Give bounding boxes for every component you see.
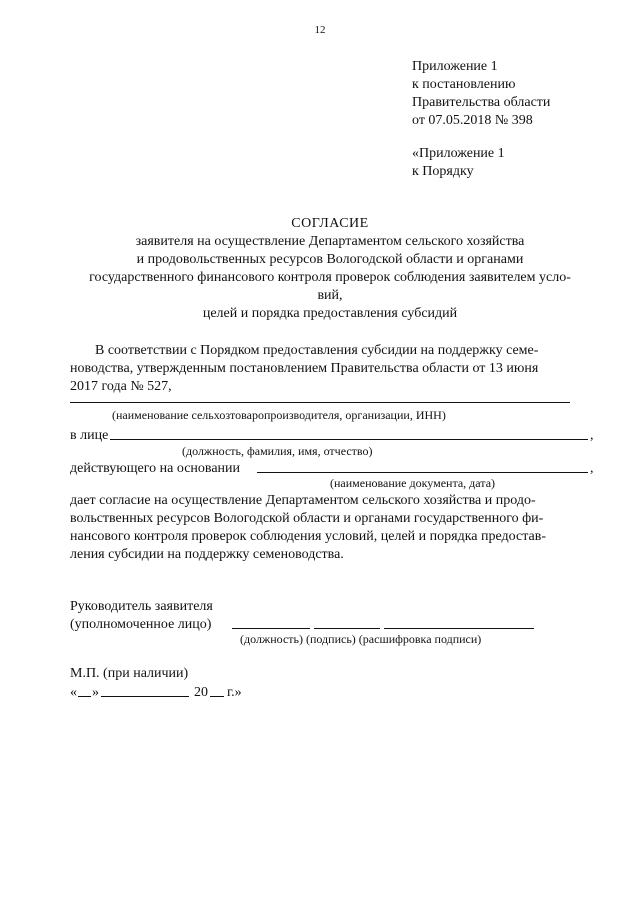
- title-line: заявителя на осуществление Департаментом сельского хозяйства: [135, 234, 525, 249]
- basis-label: действующего на основании: [70, 461, 241, 476]
- consent-line: нансового контроля проверок соблюдения условий, целей и порядка предостав-: [70, 529, 546, 544]
- signature-decoding-field[interactable]: [384, 628, 534, 629]
- applicant-hint: (наименование сельхозтоваропроизводителя, организации, ИНН): [112, 408, 446, 422]
- title-line: вий,: [317, 288, 343, 303]
- date-open: «: [70, 685, 77, 700]
- basis-field[interactable]: [257, 472, 588, 473]
- stamp-label: М.П. (при наличии): [70, 666, 189, 681]
- basis-hint: (наименование документа, дата): [330, 476, 496, 490]
- consent-line: вольственных ресурсов Вологодской области и органами государственного фи-: [70, 511, 544, 526]
- page-number: 12: [314, 24, 326, 36]
- consent-line: ления субсидии на поддержку семеноводства.: [70, 547, 344, 562]
- appendix-line: к постановлению: [412, 77, 516, 92]
- signature-hint: (должность) (подпись) (расшифровка подписи): [240, 632, 482, 646]
- signature-label: Руководитель заявителя: [70, 599, 213, 614]
- consent-line: дает согласие на осуществление Департаментом сельского хозяйства и продо-: [70, 493, 536, 508]
- appendix-order-line: «Приложение 1: [412, 146, 505, 161]
- intro-line: новодства, утвержденным постановлением Правительства области от 13 июня: [70, 361, 539, 376]
- appendix-order-line: к Порядку: [412, 164, 474, 179]
- applicant-field[interactable]: [70, 402, 570, 403]
- signature-field[interactable]: [314, 628, 380, 629]
- appendix-line: Правительства области: [412, 95, 551, 110]
- person-field[interactable]: [110, 439, 588, 440]
- date-year-suffix: г.»: [227, 685, 242, 700]
- appendix-order-header: [412, 145, 505, 181]
- date-year-field[interactable]: [210, 696, 224, 697]
- title-line: и продовольственных ресурсов Вологодской области и органами: [136, 252, 524, 267]
- intro-line: В соответствии с Порядком предоставления субсидии на поддержку семе-: [95, 343, 539, 358]
- title-heading: СОГЛАСИЕ: [291, 216, 369, 231]
- appendix-line: Приложение 1: [412, 59, 498, 74]
- title-line: государственного финансового контроля проверок соблюдения заявителем усло-: [89, 270, 571, 285]
- position-field[interactable]: [232, 628, 310, 629]
- appendix-header: [412, 58, 550, 130]
- appendix-line: от 07.05.2018 № 398: [412, 113, 533, 128]
- basis-comma: ,: [590, 461, 594, 476]
- person-hint: (должность, фамилия, имя, отчество): [182, 444, 373, 458]
- date-mid: »: [92, 685, 99, 700]
- title-line: целей и порядка предоставления субсидий: [202, 306, 458, 321]
- person-comma: ,: [590, 428, 594, 443]
- date-day-field[interactable]: [78, 696, 91, 697]
- date-month-field[interactable]: [101, 696, 189, 697]
- person-label: в лице: [70, 428, 109, 443]
- signature-label: (уполномоченное лицо): [70, 617, 212, 632]
- date-year-prefix: 20: [194, 685, 208, 700]
- document-title: [60, 215, 600, 323]
- intro-line: 2017 года № 527,: [70, 379, 172, 394]
